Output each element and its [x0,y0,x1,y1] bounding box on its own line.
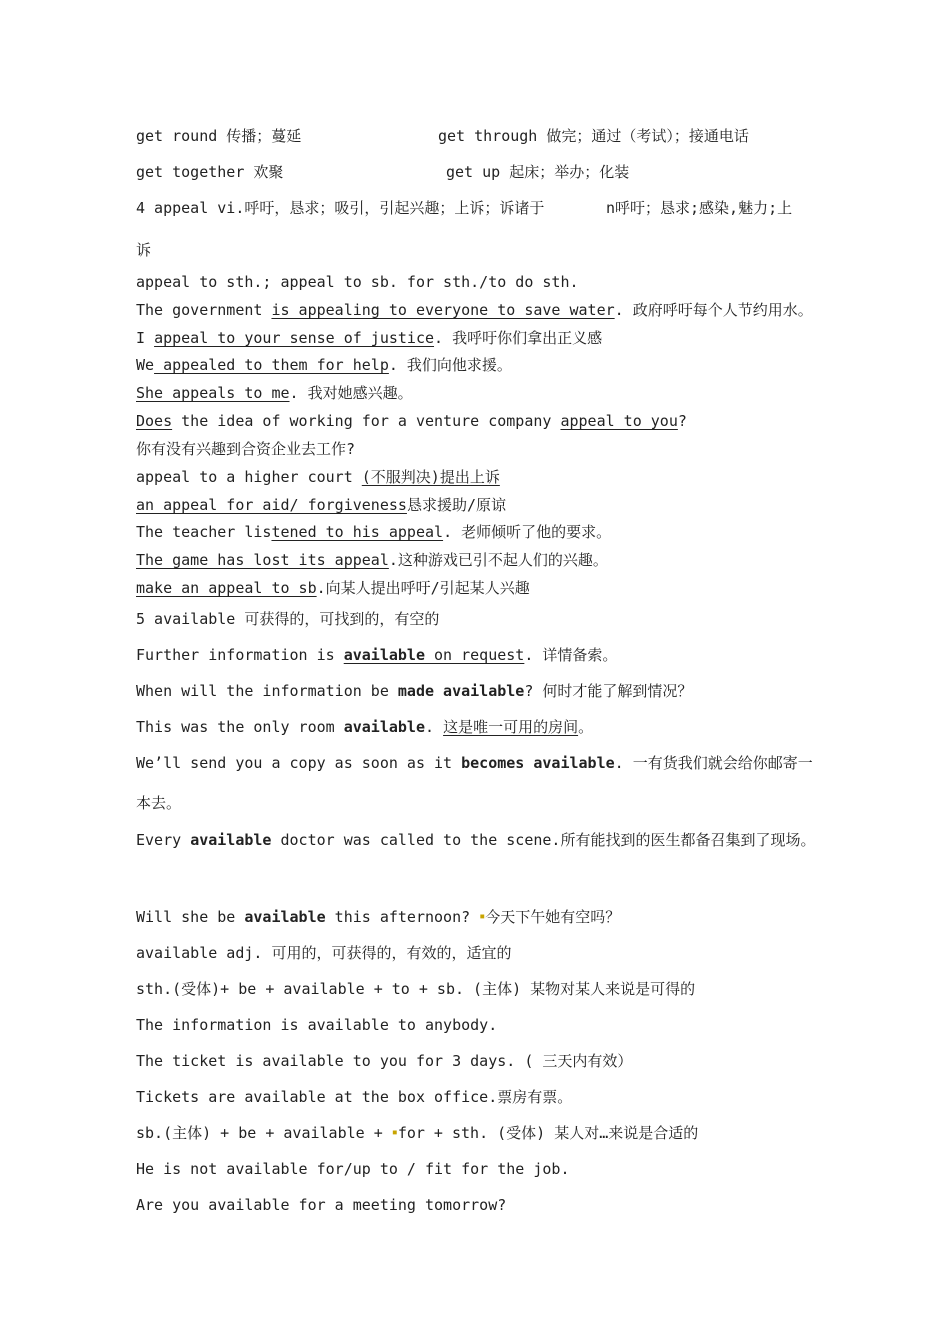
example-keyword: available [343,646,425,664]
available-heading: 5 available 可获得的，可找到的，有空的 [136,610,440,628]
appeal-example-5-translation: 你有没有兴趣到合资企业去工作? [136,440,356,458]
example-punct: 。 [578,718,594,736]
appeal-example-7 [136,495,506,515]
example-keyword: available [244,908,326,926]
example-underlined: appeal to your sense of justice [154,329,435,347]
example-underlined: an appeal for aid/ forgiveness [136,496,407,514]
example-translation: 恳求援助/原谅 [406,496,506,514]
example-underlined: appealed to them for help [154,356,389,374]
phrase-get-round: get round 传播；蔓延 [136,127,302,145]
example-underlined: is appealing to everyone to save water [271,301,615,319]
example-text: I [136,329,155,347]
example-translation: . 政府呼吁每个人节约用水。 [614,301,813,319]
rule-text: sb.(主体) + be + available + [136,1124,392,1142]
example-text: Every [136,831,191,849]
appeal-example-4 [136,383,413,403]
phrase-get-up: get up 起床；举办；化装 [446,163,630,181]
appeal-heading-text: 4 appeal vi.呼吁，恳求；吸引，引起兴趣；上诉；诉诸于 [136,199,545,217]
example-translation: 今天下午她有空吗？ [485,908,621,926]
example-text: Will she be [136,908,245,926]
rule-1-example-3: Tickets are available at the box office.票房有票。 [136,1088,573,1106]
example-translation: ? 何时才能了解到情况？ [524,682,693,700]
example-text: The government [136,301,272,319]
example-keyword: made available [397,682,525,700]
example-translation: .向某人提出呼吁/引起某人兴趣 [316,579,530,597]
example-translation: . 我对她感兴趣。 [289,384,413,402]
available-example-3 [136,717,593,737]
available-rule-1: sth.(受体)+ be + available + to + sb. (主体) 某物对某人来说是可得的 [136,980,696,998]
phrase-get-together: get together 欢聚 [136,163,284,181]
example-underlined: make an appeal to sb [136,579,317,597]
example-translation: . 我呼吁你们拿出正义感 [434,329,603,347]
example-underlined: She appeals to me [136,384,290,402]
available-definition: available adj. 可用的，可获得的，有效的，适宜的 [136,944,512,962]
example-underlined: appeal to you [560,412,678,430]
appeal-example-9 [136,550,608,570]
rule-1-example-2: The ticket is available to you for 3 days. ( 三天内有效） [136,1052,633,1070]
appeal-example-8 [136,522,611,542]
appeal-heading-cont: 诉 [136,241,152,259]
example-punct: . [425,718,444,736]
example-underlined: (不服判决)提出上诉 [361,468,500,486]
available-example-1 [136,645,617,665]
edit-mark-icon: ▪ [391,1127,398,1138]
appeal-example-1 [136,300,813,320]
example-underlined: 这是唯一可用的房间 [443,718,579,736]
example-text: We’ll send you a copy as soon as it [136,754,462,772]
example-translation: . 我们向他求援。 [388,356,512,374]
example-text: appeal to a higher court [136,468,362,486]
example-translation: . 老师倾听了他的要求。 [443,523,612,541]
rule-2-example-2: Are you available for a meeting tomorrow? [136,1196,507,1214]
example-underlined: on request [425,646,525,664]
available-example-2 [136,681,692,701]
example-underlined: The game has lost its appeal [136,551,389,569]
example-translation: . 一有货我们就会给你邮寄一 [614,754,813,772]
example-text: this afternoon? [325,908,480,926]
example-keyword: available [343,718,425,736]
rule-2-example-1: He is not available for/up to / fit for the job. [136,1160,570,1178]
edit-mark-icon: ▪ [479,911,486,922]
example-translation: doctor was called to the scene.所有能找到的医生都备召集到了现场。 [271,831,816,849]
available-example-6 [136,907,620,927]
example-text: The teacher lis [136,523,272,541]
available-example-4-cont: 本去。 [136,794,182,812]
available-rule-2 [136,1123,698,1143]
example-punct: ? [677,412,687,430]
example-underlined: tened to his appeal [271,523,444,541]
example-text: We [136,356,155,374]
phrase-get-through: get through 做完；通过（考试）；接通电话 [438,127,749,145]
appeal-example-10 [136,578,530,598]
appeal-pattern: appeal to sth.; appeal to sb. for sth./to do sth. [136,273,579,291]
available-example-5 [136,830,815,850]
example-keyword: available [190,831,272,849]
example-text: Further information is [136,646,344,664]
available-example-4 [136,753,813,773]
example-translation: . 详情备索。 [524,646,618,664]
appeal-example-3 [136,355,512,375]
example-underlined: Does [136,412,173,430]
appeal-example-5 [136,411,687,431]
example-text: This was the only room [136,718,344,736]
example-keyword: becomes available [461,754,615,772]
rule-1-example-1: The information is available to anybody. [136,1016,498,1034]
appeal-heading-noun: n呼吁；恳求;感染,魅力;上 [606,199,793,217]
appeal-example-2 [136,328,602,348]
appeal-example-6 [136,467,500,487]
example-translation: .这种游戏已引不起人们的兴趣。 [388,551,608,569]
example-text: the idea of working for a venture company [172,412,561,430]
rule-text: for + sth. (受体) 某人对…来说是合适的 [397,1124,699,1142]
appeal-heading [136,198,544,218]
example-text: When will the information be [136,682,398,700]
